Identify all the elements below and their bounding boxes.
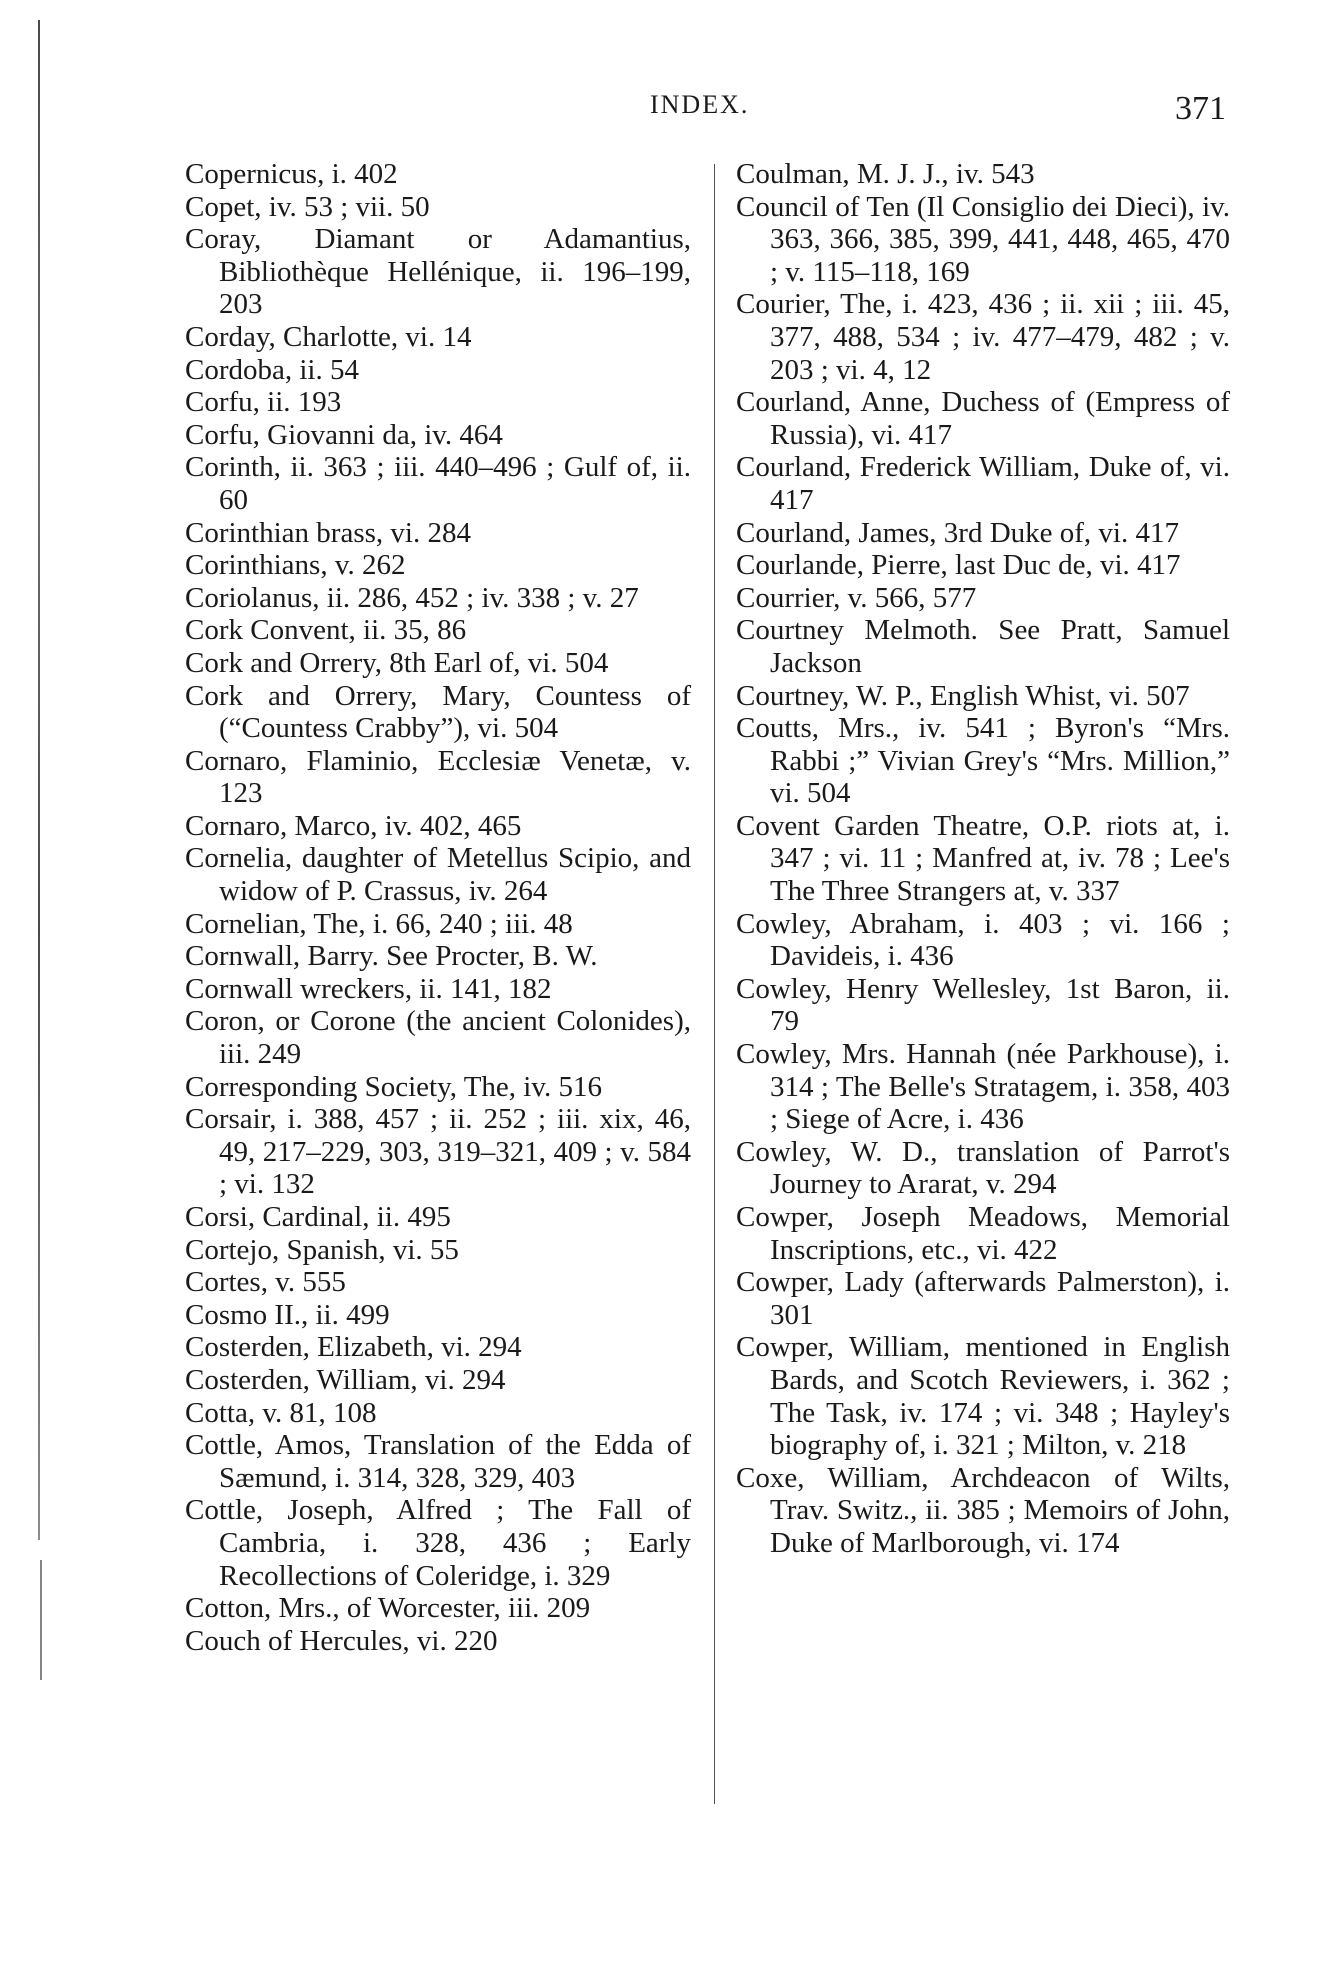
index-entry: Courland, Anne, Duchess of (Empress of Russia), vi. 417	[736, 386, 1230, 451]
index-entry: Coron, or Corone (the ancient Colonides), iii. 249	[185, 1005, 691, 1071]
index-entry: Cornelian, The, i. 66, 240 ; iii. 48	[185, 907, 573, 940]
index-entry: Courlande, Pierre, last Duc de, vi. 417	[736, 549, 1181, 582]
index-entry: Courtney Melmoth. See Pratt, Samuel Jackson	[736, 614, 1230, 679]
index-entry: Courland, James, 3rd Duke of, vi. 417	[736, 516, 1179, 549]
index-entry: Cornaro, Marco, iv. 402, 465	[185, 809, 522, 842]
index-entry: Courland, Frederick William, Duke of, vi. 417	[736, 451, 1230, 516]
index-entry: Corday, Charlotte, vi. 14	[185, 320, 472, 353]
page-header	[0, 90, 1334, 130]
running-title: INDEX.	[650, 90, 750, 119]
scan-binding-edge	[38, 20, 40, 1540]
index-entry: Coutts, Mrs., iv. 541 ; Byron's “Mrs. Rabbi ;” Vivian Grey's “Mrs. Million,” vi. 504	[736, 712, 1230, 810]
scan-binding-edge-lower	[40, 1560, 42, 1680]
index-column-left	[185, 158, 691, 1657]
index-entry: Cowper, Joseph Meadows, Memorial Inscriptions, etc., vi. 422	[736, 1201, 1230, 1266]
index-entry: Copet, iv. 53 ; vii. 50	[185, 190, 430, 223]
index-column-right	[736, 158, 1230, 1560]
index-entry: Costerden, Elizabeth, vi. 294	[185, 1331, 522, 1364]
column-divider	[714, 164, 715, 1804]
index-entry: Cordoba, ii. 54	[185, 353, 359, 386]
index-entry: Cosmo II., ii. 499	[185, 1298, 390, 1331]
index-entry: Copernicus, i. 402	[185, 158, 398, 190]
index-entry: Cowley, Abraham, i. 403 ; vi. 166 ; Davideis, i. 436	[736, 907, 1230, 973]
index-entry: Council of Ten (Il Consiglio dei Dieci), iv. 363, 366, 385, 399, 441, 448, 465, 470 ; v. 115–118, 169	[736, 190, 1230, 288]
index-entry: Cortejo, Spanish, vi. 55	[185, 1233, 459, 1266]
index-entry: Courrier, v. 566, 577	[736, 581, 977, 614]
index-entry: Cotta, v. 81, 108	[185, 1396, 377, 1429]
index-entry: Cottle, Amos, Translation of the Edda of Sæmund, i. 314, 328, 329, 403	[185, 1429, 691, 1494]
index-entry: Cornwall wreckers, ii. 141, 182	[185, 972, 552, 1005]
index-entry: Costerden, William, vi. 294	[185, 1363, 506, 1396]
index-entry: Cork Convent, ii. 35, 86	[185, 614, 467, 647]
index-entry: Coriolanus, ii. 286, 452 ; iv. 338 ; v. 27	[185, 581, 639, 614]
index-entry: Coulman, M. J. J., iv. 543	[736, 158, 1035, 190]
index-entry: Cork and Orrery, Mary, Countess of (“Countess Crabby”), vi. 504	[185, 679, 691, 745]
index-entry: Cornaro, Flaminio, Ecclesiæ Venetæ, v. 123	[185, 744, 691, 810]
index-entry: Corinth, ii. 363 ; iii. 440–496 ; Gulf of, ii. 60	[185, 451, 691, 516]
index-entry: Corinthian brass, vi. 284	[185, 516, 471, 549]
index-entry: Couch of Hercules, vi. 220	[185, 1624, 498, 1657]
index-entry: Corfu, Giovanni da, iv. 464	[185, 418, 503, 451]
index-entry: Cowper, Lady (afterwards Palmerston), i. 301	[736, 1266, 1230, 1331]
index-entry: Corinthians, v. 262	[185, 549, 406, 582]
index-entry: Cork and Orrery, 8th Earl of, vi. 504	[185, 646, 609, 679]
index-entry: Cornwall, Barry. See Procter, B. W.	[185, 940, 598, 973]
index-entry: Cowley, Mrs. Hannah (née Parkhouse), i. 314 ; The Belle's Stratagem, i. 358, 403 ; Siege of Acre, i. 436	[736, 1038, 1230, 1136]
index-entry: Cotton, Mrs., of Worcester, iii. 209	[185, 1592, 591, 1625]
index-entry: Corfu, ii. 193	[185, 386, 342, 419]
index-entry: Corsair, i. 388, 457 ; ii. 252 ; iii. xix, 46, 49, 217–229, 303, 319–321, 409 ; v. 584 ; vi. 132	[185, 1103, 691, 1201]
index-entry: Cornelia, daughter of Metellus Scipio, and widow of P. Crassus, iv. 264	[185, 842, 691, 908]
page-number: 371	[1175, 90, 1226, 127]
index-entry: Cortes, v. 555	[185, 1266, 346, 1299]
index-entry: Cowper, William, mentioned in English Bards, and Scotch Reviewers, i. 362 ; The Task, iv. 174 ; vi. 348 ; Hayley's biography of, i. 321 ; Milton, v. 218	[736, 1331, 1230, 1462]
index-entry: Corresponding Society, The, iv. 516	[185, 1070, 602, 1103]
index-entry: Corsi, Cardinal, ii. 495	[185, 1201, 451, 1233]
index-entry: Coxe, William, Archdeacon of Wilts, Trav. Switz., ii. 385 ; Memoirs of John, Duke of Marlborough, vi. 174	[736, 1461, 1230, 1559]
index-entry: Cowley, Henry Wellesley, 1st Baron, ii. 79	[736, 972, 1230, 1038]
index-entry: Cottle, Joseph, Alfred ; The Fall of Cambria, i. 328, 436 ; Early Recollections of Coleridge, i. 329	[185, 1494, 691, 1592]
index-entry: Cowley, W. D., translation of Parrot's Journey to Ararat, v. 294	[736, 1135, 1230, 1201]
index-entry: Covent Garden Theatre, O.P. riots at, i. 347 ; vi. 11 ; Manfred at, iv. 78 ; Lee's The Three Strangers at, v. 337	[736, 809, 1230, 908]
index-entry: Coray, Diamant or Adamantius, Bibliothèque Hellénique, ii. 196–199, 203	[185, 223, 691, 321]
index-entry: Courtney, W. P., English Whist, vi. 507	[736, 679, 1190, 712]
index-entry: Courier, The, i. 423, 436 ; ii. xii ; iii. 45, 377, 488, 534 ; iv. 477–479, 482 ; v. 203 ; vi. 4, 12	[736, 288, 1230, 386]
